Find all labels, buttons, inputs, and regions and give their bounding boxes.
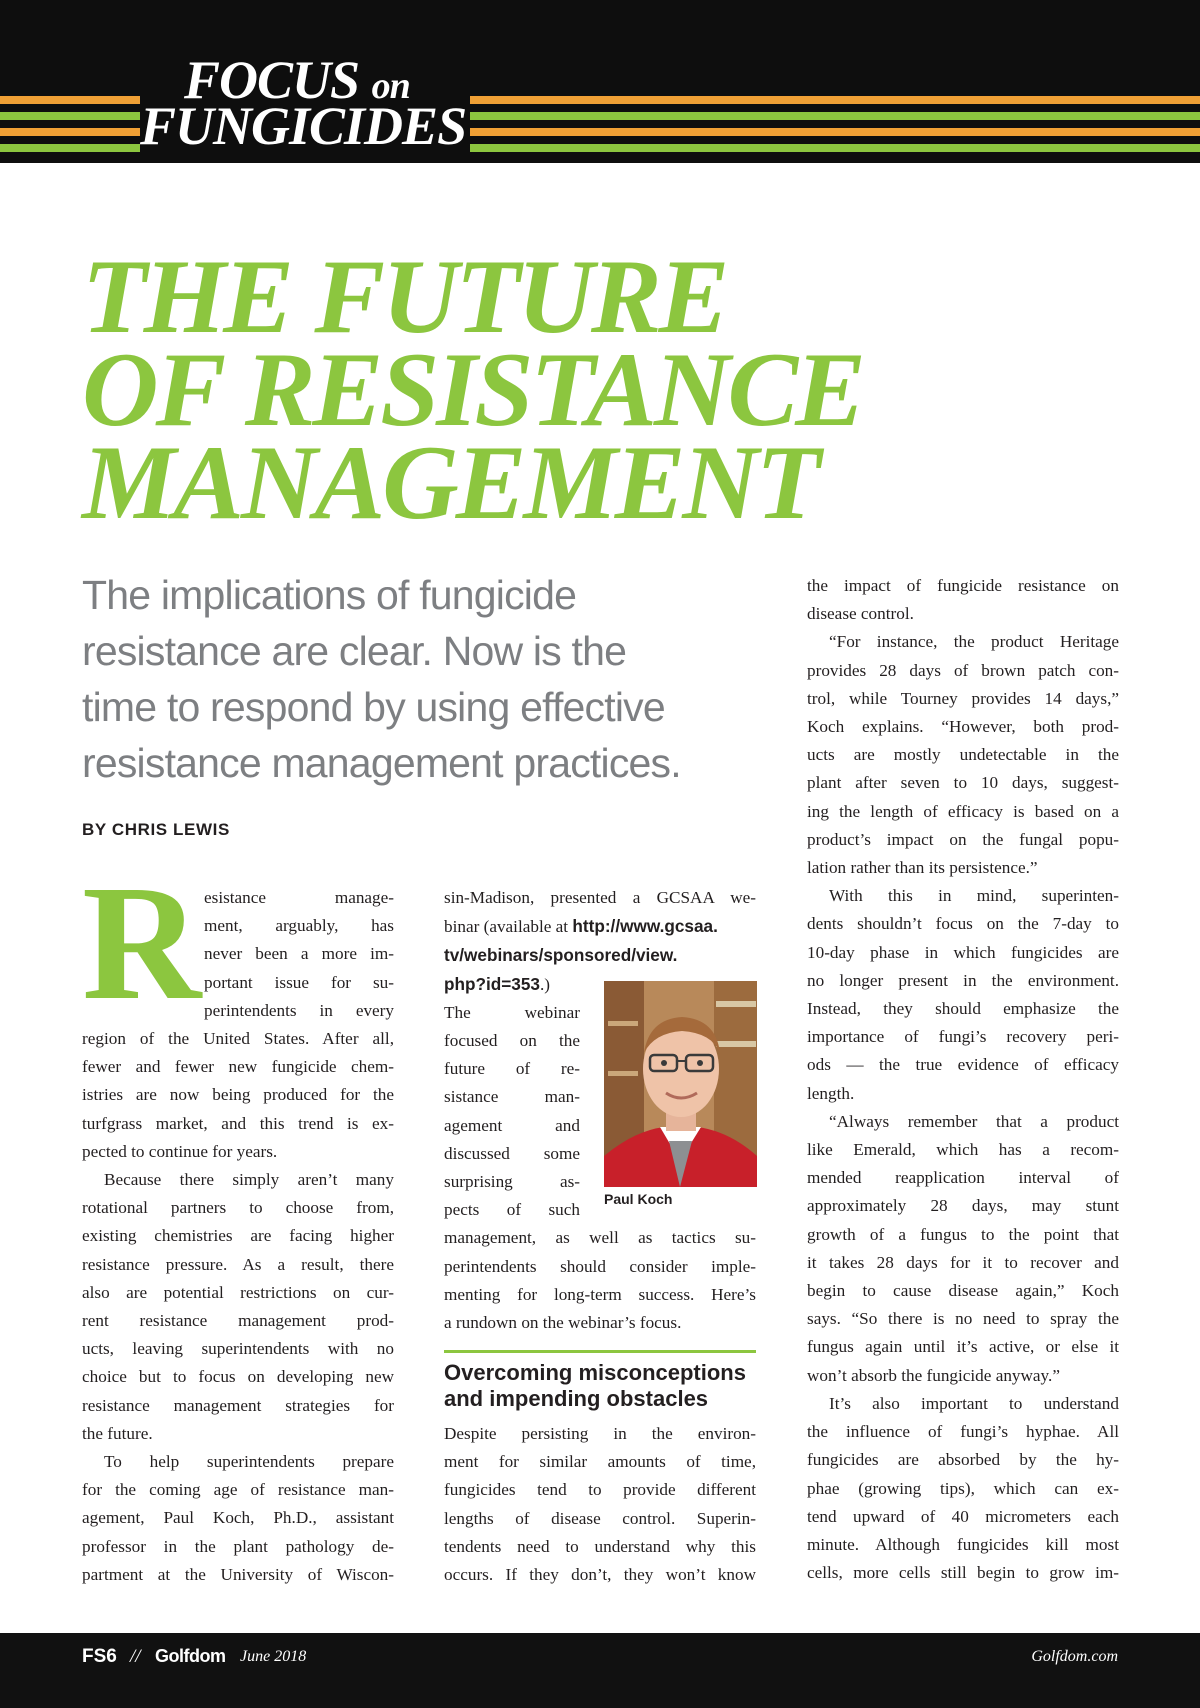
body-line: perintendents should consider imple- (444, 1256, 756, 1276)
body-line: dents shouldn’t focus on the 7-day to (807, 914, 1119, 934)
body-text: binar (available at (444, 917, 573, 937)
title-line: THE FUTURE (82, 238, 727, 355)
body-line (444, 912, 756, 941)
body-line: growth of a fungus to the point that (807, 1224, 1119, 1244)
body-line: tendents need to understand why this (444, 1536, 756, 1556)
body-line: esistance manage- (204, 888, 394, 907)
body-line: product’s impact on the fungal popu- (807, 829, 1119, 849)
logo-on-text: on (371, 65, 410, 107)
body-line: the influence of fungi’s hyphae. All (807, 1422, 1119, 1442)
body-line: pects of such (444, 1200, 580, 1220)
body-column-1 (82, 884, 394, 1589)
body-line: surprising as- (444, 1172, 580, 1192)
section-subhead (444, 1360, 774, 1412)
body-line: fungicides tend to provide different (444, 1480, 756, 1500)
body-line: for the coming age of resistance man- (82, 1480, 394, 1500)
body-line: “Always remember that a product (829, 1111, 1119, 1131)
section-logo (140, 50, 470, 156)
body-line: discussed some (444, 1143, 580, 1163)
body-line: future of re- (444, 1059, 580, 1079)
body-line: sistance man- (444, 1087, 580, 1107)
body-line: focused on the (444, 1031, 580, 1051)
body-line: mended reapplication interval of (807, 1168, 1119, 1188)
subhead-rule (444, 1350, 756, 1353)
article-deck (82, 567, 782, 791)
article-title (82, 238, 1142, 541)
subhead-line: Overcoming misconceptions (444, 1360, 746, 1385)
webinar-link[interactable]: tv/webinars/sponsored/view. (444, 945, 678, 966)
body-line: resistance pressure. As a result, there (82, 1254, 394, 1274)
logo-focus-text: FOCUS (184, 50, 360, 110)
body-line: a rundown on the webinar’s focus. (444, 1313, 682, 1333)
body-line: Despite persisting in the environ- (444, 1424, 756, 1443)
body-line: says. “So there is no need to spray the (807, 1309, 1119, 1329)
body-line: The webinar (444, 1002, 580, 1022)
body-line: istries are now being produced for the (82, 1085, 394, 1105)
body-line: ment, arguably, has (204, 916, 394, 936)
body-line: disease control. (807, 604, 914, 624)
body-line: existing chemistries are facing higher (82, 1226, 394, 1246)
issue-date: June 2018 (240, 1648, 307, 1665)
body-text: .) (539, 974, 551, 994)
body-line: sin-Madison, presented a GCSAA we- (444, 888, 756, 907)
body-column-3 (807, 572, 1119, 1587)
body-line: it takes 28 days for it to recover and (807, 1252, 1119, 1272)
body-line: To help superintendents prepare (104, 1452, 394, 1472)
body-line: also are potential restrictions on cur- (82, 1282, 394, 1302)
body-line: the future. (82, 1423, 153, 1443)
body-line: resistance management strategies for (82, 1395, 394, 1415)
webinar-link[interactable]: http://www.gcsaa. (572, 916, 718, 937)
body-line: the impact of fungicide resistance on (807, 576, 1119, 595)
body-line: fungus again until it’s active, or else it (807, 1337, 1119, 1357)
webinar-link[interactable]: php?id=353 (444, 973, 540, 994)
body-line: 10-day phase in which fungicides are (807, 942, 1119, 962)
body-line: like Emerald, which has a recom- (807, 1140, 1119, 1160)
header-banner (0, 0, 1200, 163)
logo-fungicides-text: FUNGICIDES (140, 96, 467, 156)
body-line: lation rather than its persistence.” (807, 858, 1038, 878)
body-line: turfgrass market, and this trend is ex- (82, 1113, 394, 1133)
body-line: perintendents in every (204, 1000, 394, 1020)
body-line: professor in the plant pathology de- (82, 1536, 394, 1556)
body-line: portant issue for su- (204, 972, 394, 992)
body-line: agement and (444, 1115, 580, 1135)
body-line: trol, while Tourney provides 14 days,” (807, 688, 1119, 708)
body-line: ucts are mostly undetectable in the (807, 745, 1119, 765)
body-line: importance of fungi’s recovery peri- (807, 1027, 1119, 1047)
body-line: With this in mind, superinten- (829, 886, 1119, 906)
body-line: rent resistance management prod- (82, 1311, 394, 1331)
body-line: Instead, they should emphasize the (807, 999, 1119, 1019)
deck-line: The implications of fungicide (82, 572, 577, 618)
page-number: FS6 (82, 1646, 117, 1667)
body-line: pected to continue for years. (82, 1141, 278, 1161)
subhead-line: and impending obstacles (444, 1386, 709, 1411)
deck-line: resistance management practices. (82, 740, 681, 786)
body-line: no longer present in the environment. (807, 970, 1119, 990)
body-line: approximately 28 days, may stunt (807, 1196, 1119, 1216)
body-line: never been a more im- (204, 944, 394, 964)
body-line: menting for long-term success. Here’s (444, 1284, 756, 1304)
body-line: tend upward of 40 micrometers each (807, 1506, 1119, 1526)
body-line: fewer and fewer new fungicide chem- (82, 1057, 394, 1077)
body-line: “For instance, the product Heritage (829, 632, 1119, 652)
website-link[interactable]: Golfdom.com (1031, 1648, 1118, 1665)
body-line: ods — the true evidence of efficacy (807, 1055, 1119, 1075)
body-line: agement, Paul Koch, Ph.D., assistant (82, 1508, 394, 1528)
byline: BY CHRIS LEWIS (82, 820, 230, 839)
body-line: phae (growing tips), which can ex- (807, 1478, 1119, 1498)
author-photo (604, 981, 757, 1187)
body-line: lengths of disease control. Superin- (444, 1508, 756, 1528)
page-footer (0, 1633, 1200, 1708)
title-line: MANAGEMENT (82, 424, 818, 541)
portrait-image (604, 981, 757, 1187)
body-line: Because there simply aren’t many (104, 1170, 394, 1190)
photo-caption: Paul Koch (604, 1191, 673, 1207)
body-column-2b (444, 1420, 756, 1589)
body-line: ucts, leaving superintendents with no (82, 1339, 394, 1359)
body-line: management, as well as tactics su- (444, 1228, 756, 1248)
body-line: rotational partners to choose from, (82, 1198, 394, 1218)
body-line: It’s also important to understand (829, 1393, 1119, 1413)
deck-line: resistance are clear. Now is the (82, 628, 627, 674)
deck-line: time to respond by using effective (82, 684, 665, 730)
body-line: minute. Although fungicides kill most (807, 1534, 1119, 1554)
magazine-name: Golfdom (155, 1646, 226, 1666)
title-line: OF RESISTANCE (82, 331, 863, 448)
footer-separator: // (130, 1646, 141, 1667)
body-line: Koch explains. “However, both prod- (807, 717, 1119, 737)
body-line: begin to cause disease again,” Koch (807, 1281, 1119, 1301)
body-line: fungicides are absorbed by the hy- (807, 1450, 1119, 1470)
body-line: cells, more cells still begin to grow im- (807, 1563, 1119, 1583)
body-line: provides 28 days of brown patch con- (807, 660, 1119, 680)
body-line: region of the United States. After all, (82, 1029, 394, 1049)
drop-cap: R (82, 851, 202, 1034)
body-line: partment at the University of Wiscon- (82, 1564, 394, 1584)
body-line: choice but to focus on developing new (82, 1367, 394, 1387)
body-line: ment for similar amounts of time, (444, 1452, 756, 1472)
body-line: ing the length of efficacy is based on a (807, 801, 1119, 821)
body-line: occurs. If they don’t, they won’t know (444, 1565, 756, 1585)
body-line: plant after seven to 10 days, suggest- (807, 773, 1119, 793)
body-line: length. (807, 1083, 855, 1103)
body-line: won’t absorb the fungicide anyway.” (807, 1365, 1060, 1385)
